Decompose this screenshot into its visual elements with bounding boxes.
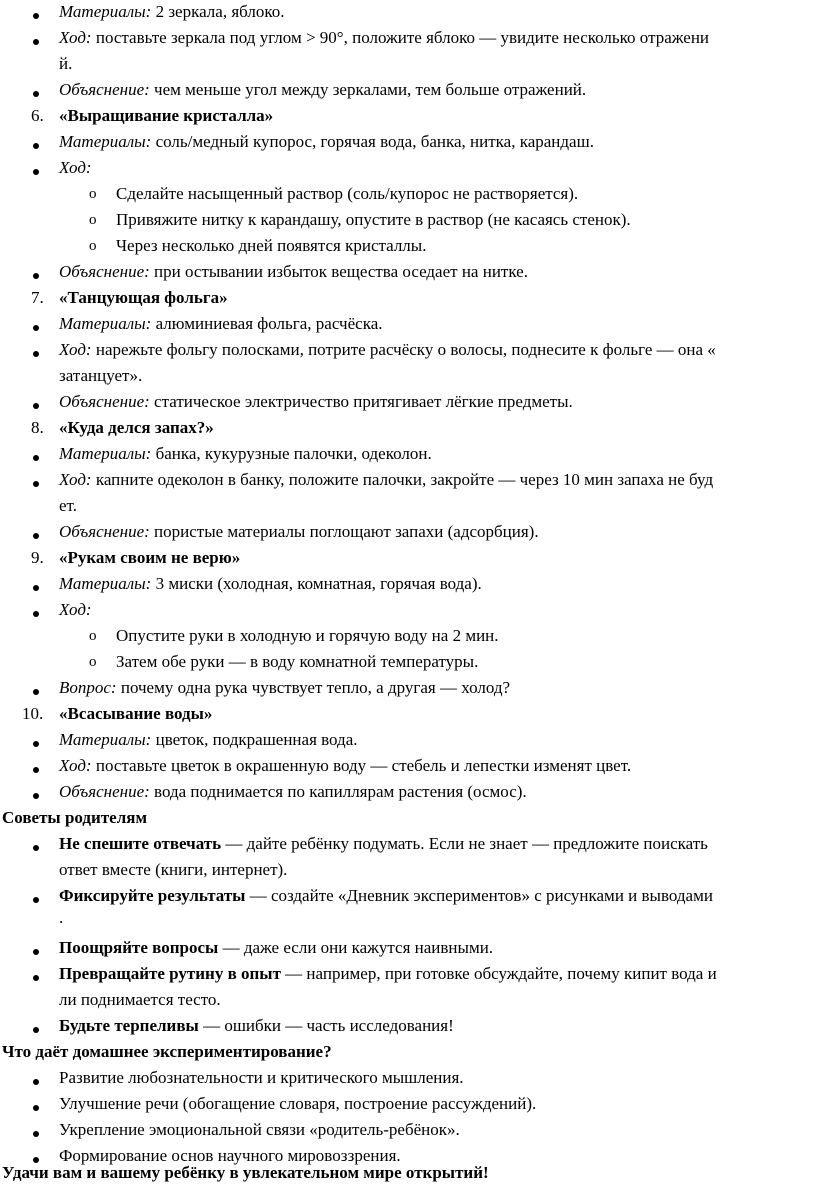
steps-line-cont: ет. <box>59 496 77 515</box>
tip-item: Поощряйте вопросы — даже если они кажутся наивными. <box>59 938 494 957</box>
tip-item: Превращайте рутину в опыт — например, при готовке обсуждайте, почему кипит вода и <box>59 964 717 983</box>
step-item: Затем обе руки — в воду комнатной температуры. <box>116 652 479 671</box>
bullet-icon <box>33 1105 39 1111</box>
step-item: Привяжите нитку к карандашу, опустите в раствор (не касаясь стенок). <box>116 210 631 229</box>
sub-bullet-icon: o <box>89 628 97 644</box>
bullet-icon <box>33 325 39 331</box>
bullet-icon <box>33 1079 39 1085</box>
tips-heading: Советы родителям <box>2 808 148 827</box>
bullet-icon <box>33 741 39 747</box>
materials-line: Материалы: алюминиевая фольга, расчёска. <box>59 314 383 333</box>
materials-line: Материалы: соль/медный купорос, горячая вода, банка, нитка, карандаш. <box>59 132 594 151</box>
steps-line: Ход: нарежьте фольгу полосками, потрите расчёску о волосы, поднесите к фольге — она « <box>59 340 716 359</box>
question-line: Вопрос: почему одна рука чувствует тепло, а другая — холод? <box>59 678 511 697</box>
explanation-line: Объяснение: статическое электричество притягивает лёгкие предметы. <box>59 392 573 411</box>
tip-item-cont: . <box>59 908 64 927</box>
sub-bullet-icon: o <box>89 212 97 228</box>
sub-bullet-icon: o <box>89 238 97 254</box>
tip-item: Будьте терпеливы — ошибки — часть исследования! <box>59 1016 454 1035</box>
benefit-item: Развитие любознательности и критического мышления. <box>59 1068 464 1087</box>
experiment-title: «Рукам своим не верю» <box>59 548 241 567</box>
experiment-title: «Всасывание воды» <box>59 704 213 723</box>
bullet-icon <box>33 13 39 19</box>
bullet-icon <box>33 169 39 175</box>
benefits-heading: Что даёт домашнее экспериментирование? <box>2 1042 332 1061</box>
bullet-icon <box>33 1131 39 1137</box>
bullet-icon <box>33 845 39 851</box>
experiment-title: «Танцующая фольга» <box>59 288 228 307</box>
bullet-icon <box>33 585 39 591</box>
tip-item: Не спешите отвечать — дайте ребёнку подумать. Если не знает — предложите поискать <box>59 834 708 853</box>
benefit-item: Формирование основ научного мировоззрения. <box>59 1146 401 1165</box>
step-item: Сделайте насыщенный раствор (соль/купорос не растворяется). <box>116 184 579 203</box>
bullet-icon <box>33 273 39 279</box>
tip-item-cont: ли поднимается тесто. <box>59 990 221 1009</box>
explanation-line: Объяснение: пористые материалы поглощают запахи (адсорбция). <box>59 522 539 541</box>
sub-bullet-icon: o <box>89 186 97 202</box>
sub-bullet-icon: o <box>89 654 97 670</box>
bullet-icon <box>33 403 39 409</box>
steps-label: Ход: <box>59 600 92 619</box>
steps-label: Ход: <box>59 158 92 177</box>
materials-line: Материалы: банка, кукурузные палочки, одеколон. <box>59 444 432 463</box>
tip-item-cont: ответ вместе (книги, интернет). <box>59 860 288 879</box>
bullet-icon <box>33 39 39 45</box>
bullet-icon <box>33 143 39 149</box>
steps-line: Ход: поставьте зеркала под углом > 90°, положите яблоко — увидите несколько отражени <box>59 28 710 47</box>
step-item: Через несколько дней появятся кристаллы. <box>116 236 427 255</box>
experiment-title: «Куда делся запах?» <box>59 418 214 437</box>
explanation-line: Объяснение: чем меньше угол между зеркалами, тем больше отражений. <box>59 80 587 99</box>
materials-line: Материалы: цветок, подкрашенная вода. <box>59 730 358 749</box>
closing-line: Удачи вам и вашему ребёнку в увлекательном мире открытий! <box>2 1163 489 1182</box>
experiment-number: 7. <box>31 288 44 307</box>
bullet-icon <box>33 975 39 981</box>
steps-line: Ход: капните одеколон в банку, положите палочки, закройте — через 10 мин запаха не буд <box>59 470 714 489</box>
bullet-icon <box>33 767 39 773</box>
bullet-icon <box>33 897 39 903</box>
bullet-icon <box>33 611 39 617</box>
materials-line: Материалы: 3 миски (холодная, комнатная, горячая вода). <box>59 574 482 593</box>
bullet-icon <box>33 351 39 357</box>
benefit-item: Улучшение речи (обогащение словаря, построение рассуждений). <box>59 1094 537 1113</box>
explanation-line: Объяснение: при остывании избыток вещества оседает на нитке. <box>59 262 528 281</box>
bullet-icon <box>33 533 39 539</box>
bullet-icon <box>33 481 39 487</box>
bullet-icon <box>33 91 39 97</box>
explanation-line: Объяснение: вода поднимается по капиллярам растения (осмос). <box>59 782 527 801</box>
steps-line-cont: й. <box>59 54 73 73</box>
bullet-icon <box>33 1027 39 1033</box>
bullet-icon <box>33 689 39 695</box>
bullet-icon <box>33 793 39 799</box>
experiment-number: 10. <box>22 704 44 723</box>
experiment-title: «Выращивание кристалла» <box>59 106 274 125</box>
bullet-icon <box>33 949 39 955</box>
experiment-number: 9. <box>31 548 44 567</box>
experiment-number: 8. <box>31 418 44 437</box>
steps-line: Ход: поставьте цветок в окрашенную воду — стебель и лепестки изменят цвет. <box>59 756 632 775</box>
bullet-icon <box>33 455 39 461</box>
experiment-number: 6. <box>31 106 44 125</box>
step-item: Опустите руки в холодную и горячую воду на 2 мин. <box>116 626 499 645</box>
benefit-item: Укрепление эмоциональной связи «родитель-ребёнок». <box>59 1120 460 1139</box>
materials-line: Материалы: 2 зеркала, яблоко. <box>59 2 285 21</box>
tip-item: Фиксируйте результаты — создайте «Дневник экспериментов» с рисунками и выводами <box>59 886 713 905</box>
steps-line-cont: затанцует». <box>59 366 143 385</box>
